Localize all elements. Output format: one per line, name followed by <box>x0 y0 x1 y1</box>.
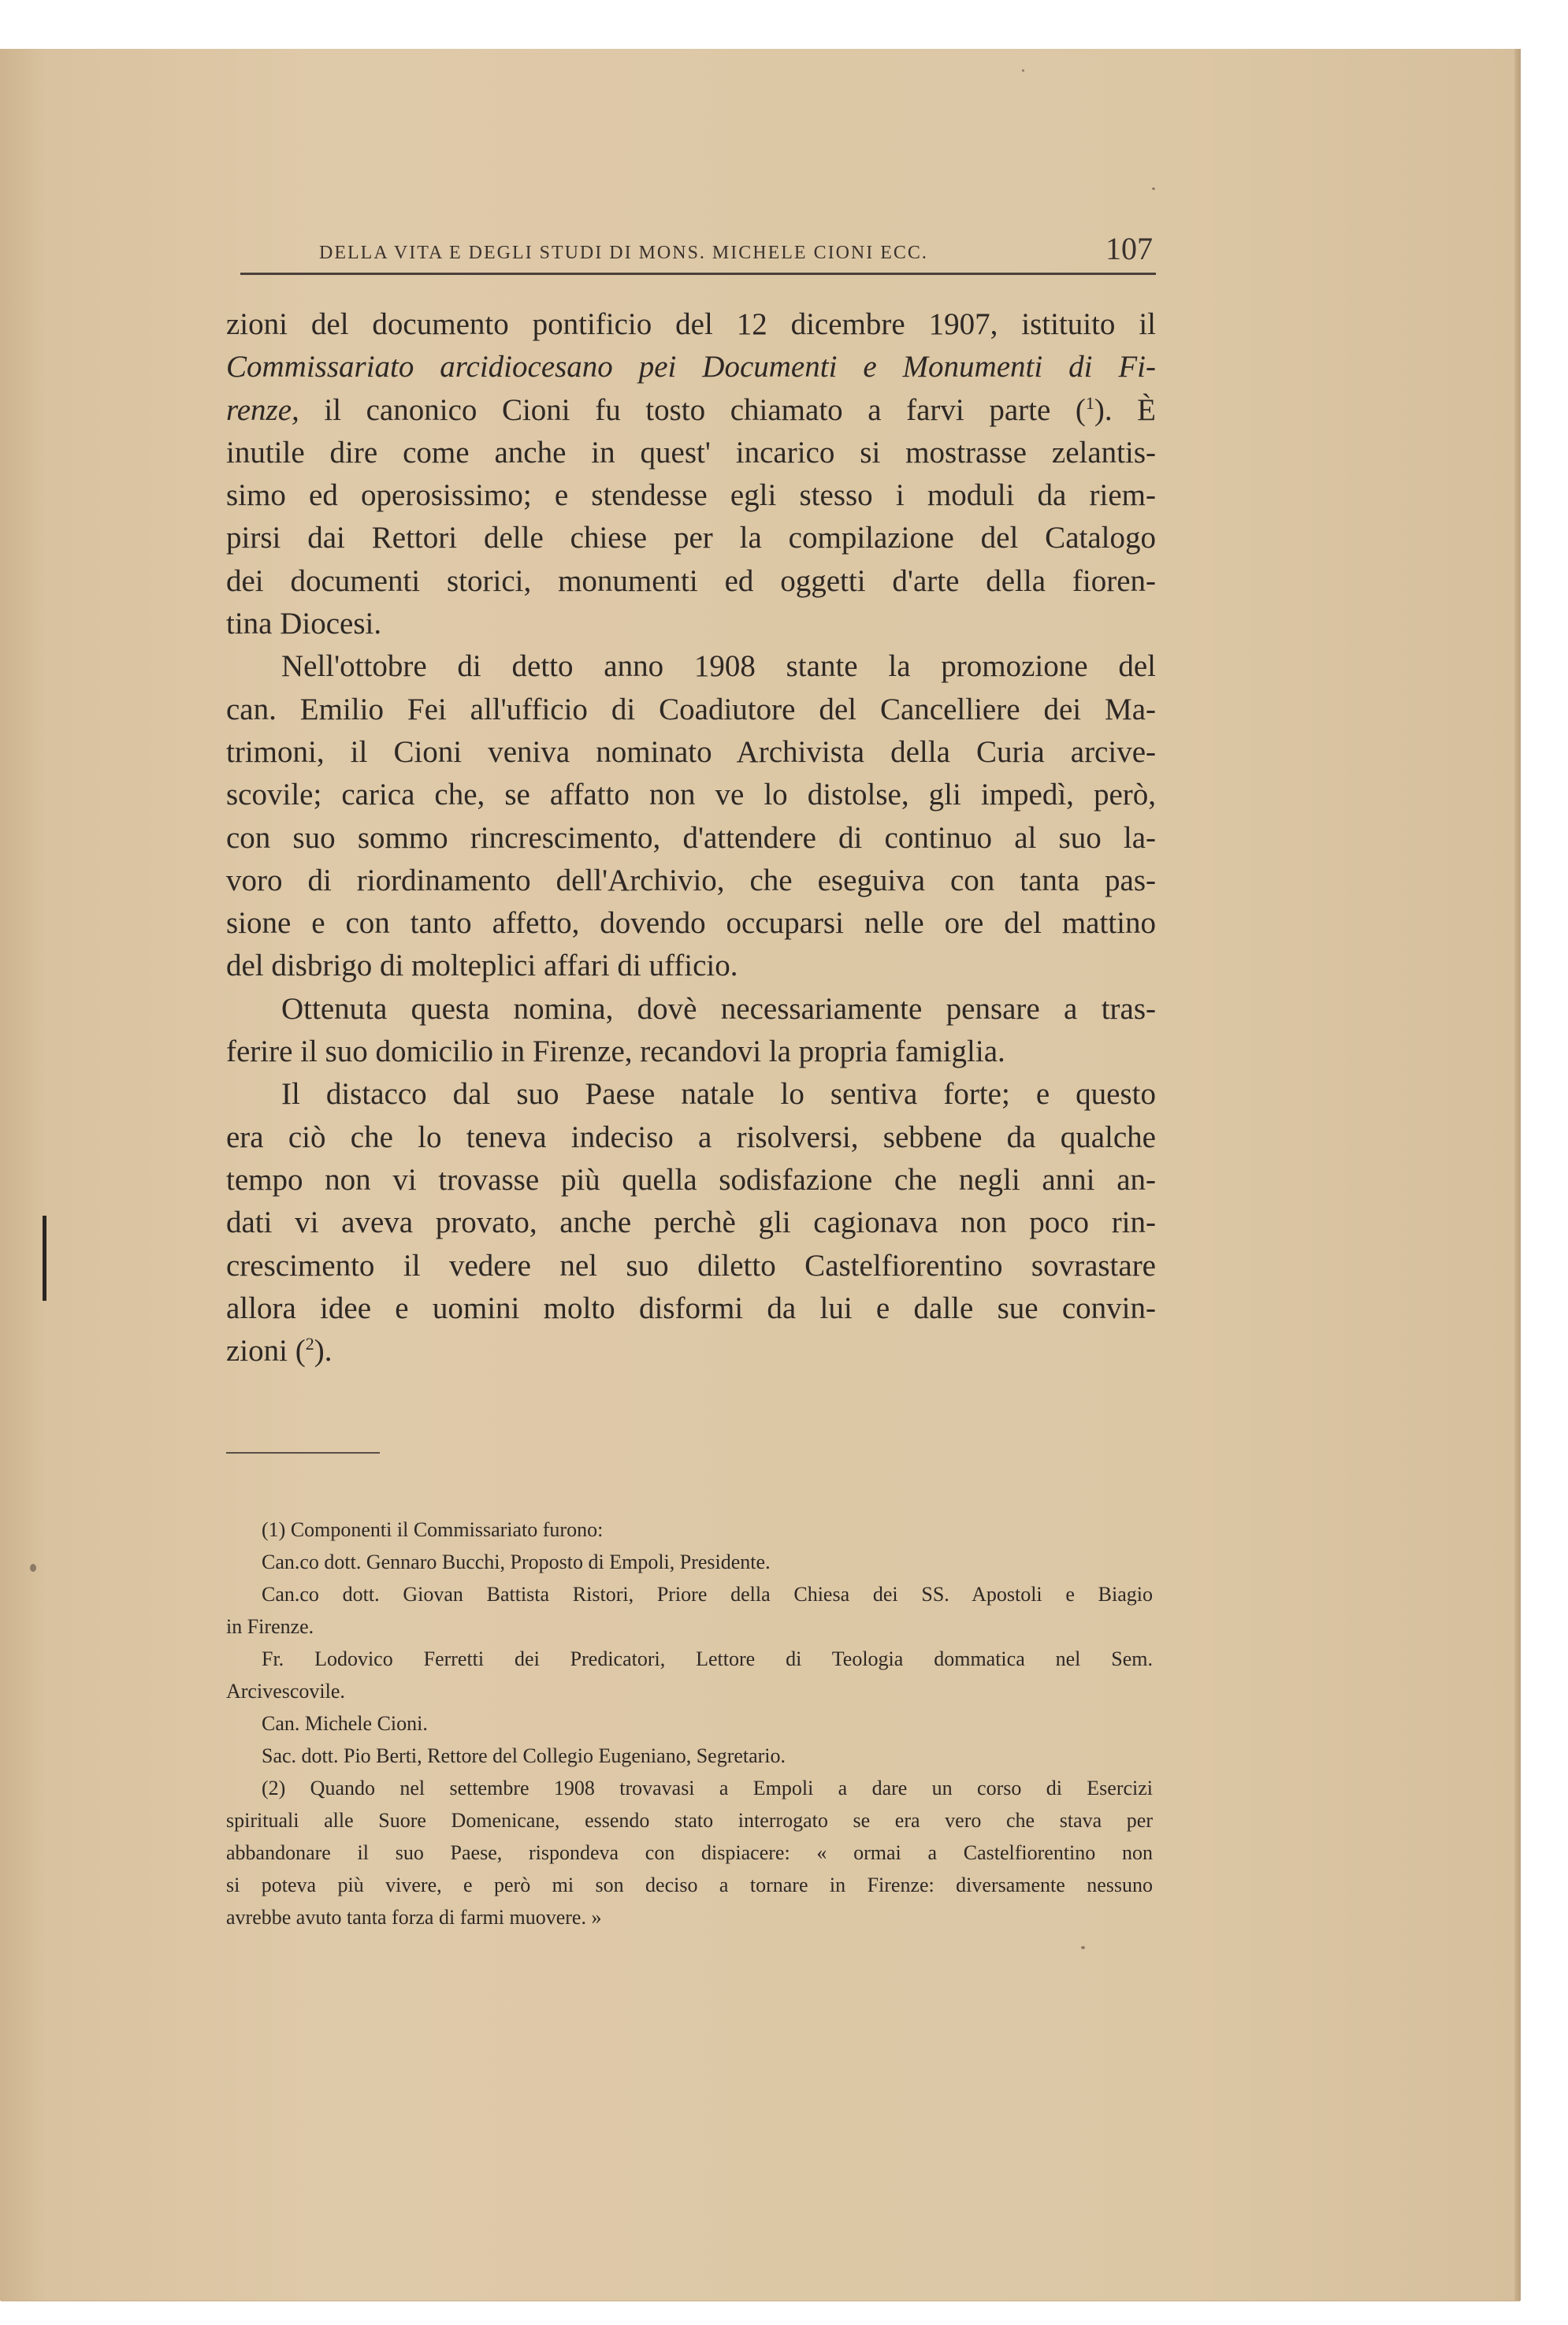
text-line: ferire il suo domicilio in Firenze, recandovi la propria famiglia. <box>226 1034 1005 1069</box>
footnote-2-line: abbandonare il suo Paese, rispondeva con dispiacere: « ormai a Castelfiorentino non <box>226 1841 1153 1864</box>
paper-speck <box>1152 188 1155 190</box>
header-rule <box>240 273 1156 275</box>
footnote-1-member: Fr. Lodovico Ferretti dei Predicatori, Lettore di Teologia dommatica nel Sem. <box>262 1647 1153 1670</box>
running-head-title: DELLA VITA E DEGLI STUDI DI MONS. MICHELE CIONI ECC. <box>319 243 928 263</box>
text-line: dati vi aveva provato, anche perchè gli cagionava non poco rin- <box>226 1205 1156 1240</box>
text-line: trimoni, il Cioni veniva nominato Archivista della Curia arcive- <box>226 734 1156 769</box>
text-line: tempo non vi trovasse più quella sodisfazione che negli anni an- <box>226 1162 1156 1197</box>
text-line <box>226 1330 1156 1372</box>
text-line: can. Emilio Fei all'ufficio di Coadiutore del Cancelliere dei Ma- <box>226 692 1156 726</box>
footnote-1-member-cont: Arcivescovile. <box>226 1680 345 1703</box>
paper-speck <box>1081 1946 1085 1949</box>
text-line: inutile dire come anche in quest' incarico si mostrasse zelantis- <box>226 435 1156 470</box>
text-line: pirsi dai Rettori delle chiese per la compilazione del Catalogo <box>226 521 1156 555</box>
footnotes <box>226 1513 1153 1933</box>
text-line <box>226 389 1156 432</box>
footnote-1-intro: (1) Componenti il Commissariato furono: <box>262 1518 604 1541</box>
text-line: scovile; carica che, se affatto non ve lo distolse, gli impedì, però, <box>226 778 1156 812</box>
footnote-1-member: Can.co dott. Gennaro Bucchi, Proposto di Empoli, Presidente. <box>262 1551 771 1573</box>
text-line: crescimento il vedere nel suo diletto Castelfiorentino sovrastare <box>226 1248 1156 1283</box>
paragraph-1 <box>226 303 1156 645</box>
footnote-1-member-cont: in Firenze. <box>226 1615 314 1638</box>
text-line: del disbrigo di molteplici affari di ufficio. <box>226 949 738 983</box>
text-line: tina Diocesi. <box>226 607 382 641</box>
paper-speck <box>1022 69 1024 72</box>
text-segment: ). È <box>1094 392 1156 427</box>
paragraph-3 <box>226 988 1156 1074</box>
running-head <box>319 222 1161 269</box>
footnote-1-member: Can.co dott. Giovan Battista Ristori, Priore della Chiesa dei SS. Apostoli e Biagio <box>262 1583 1153 1606</box>
text-line: zioni del documento pontificio del 12 dicembre 1907, istituito il <box>226 307 1156 341</box>
text-line: Il distacco dal suo Paese natale lo sentiva forte; e questo <box>281 1077 1156 1112</box>
footnote-ref-1: 1 <box>1085 392 1094 413</box>
paragraph-4 <box>226 1073 1156 1372</box>
footnote-rule <box>226 1452 380 1454</box>
footnote-ref-2: 2 <box>305 1334 314 1354</box>
margin-mark <box>43 1216 46 1301</box>
footnote-1-member: Sac. dott. Pio Berti, Rettore del Collegio Eugeniano, Segretario. <box>262 1744 786 1767</box>
text-line: simo ed operosissimo; e stendesse egli stesso i moduli da riem- <box>226 478 1156 513</box>
text-line: sione e con tanto affetto, dovendo occuparsi nelle ore del mattino <box>226 906 1156 941</box>
paper-speck <box>30 1564 36 1572</box>
paragraph-2 <box>226 645 1156 987</box>
text-segment: il canonico Cioni fu tosto chiamato a farvi parte ( <box>299 392 1086 427</box>
text-segment: ). <box>314 1334 333 1369</box>
footnote-2-line: si poteva più vivere, e però mi son deciso a tornare in Firenze: diversamente nessuno <box>226 1874 1153 1896</box>
text-line: Ottenuta questa nomina, dovè necessariamente pensare a tras- <box>281 991 1156 1026</box>
text-line: era ciò che lo teneva indeciso a risolversi, sebbene da qualche <box>226 1120 1156 1154</box>
text-line: Commissariato arcidiocesano pei Documenti e Monumenti di Fi- <box>226 350 1156 384</box>
text-line: allora idee e uomini molto disformi da lui e dalle sue convin- <box>226 1291 1156 1325</box>
footnote-2-line: spirituali alle Suore Domenicane, essendo stato interrogato se era vero che stava per <box>226 1809 1153 1832</box>
footnote-1-member: Can. Michele Cioni. <box>262 1712 428 1735</box>
page-number: 107 <box>1105 231 1153 266</box>
italic-word: renze, <box>226 392 299 427</box>
page-edge <box>1514 49 1521 2301</box>
text-line: Nell'ottobre di detto anno 1908 stante la promozione del <box>281 649 1156 684</box>
text-line: voro di riordinamento dell'Archivio, che eseguiva con tanta pas- <box>226 863 1156 897</box>
text-segment: zioni ( <box>226 1334 306 1369</box>
footnote-2-line: (2) Quando nel settembre 1908 trovavasi a Empoli a dare un corso di Esercizi <box>262 1777 1153 1799</box>
text-line: con suo sommo rincrescimento, d'attendere di continuo al suo la- <box>226 820 1156 855</box>
footnote-2-line: avrebbe avuto tanta forza di farmi muovere. » <box>226 1906 602 1929</box>
main-text <box>226 303 1156 1372</box>
text-line: dei documenti storici, monumenti ed oggetti d'arte della fioren- <box>226 563 1156 598</box>
